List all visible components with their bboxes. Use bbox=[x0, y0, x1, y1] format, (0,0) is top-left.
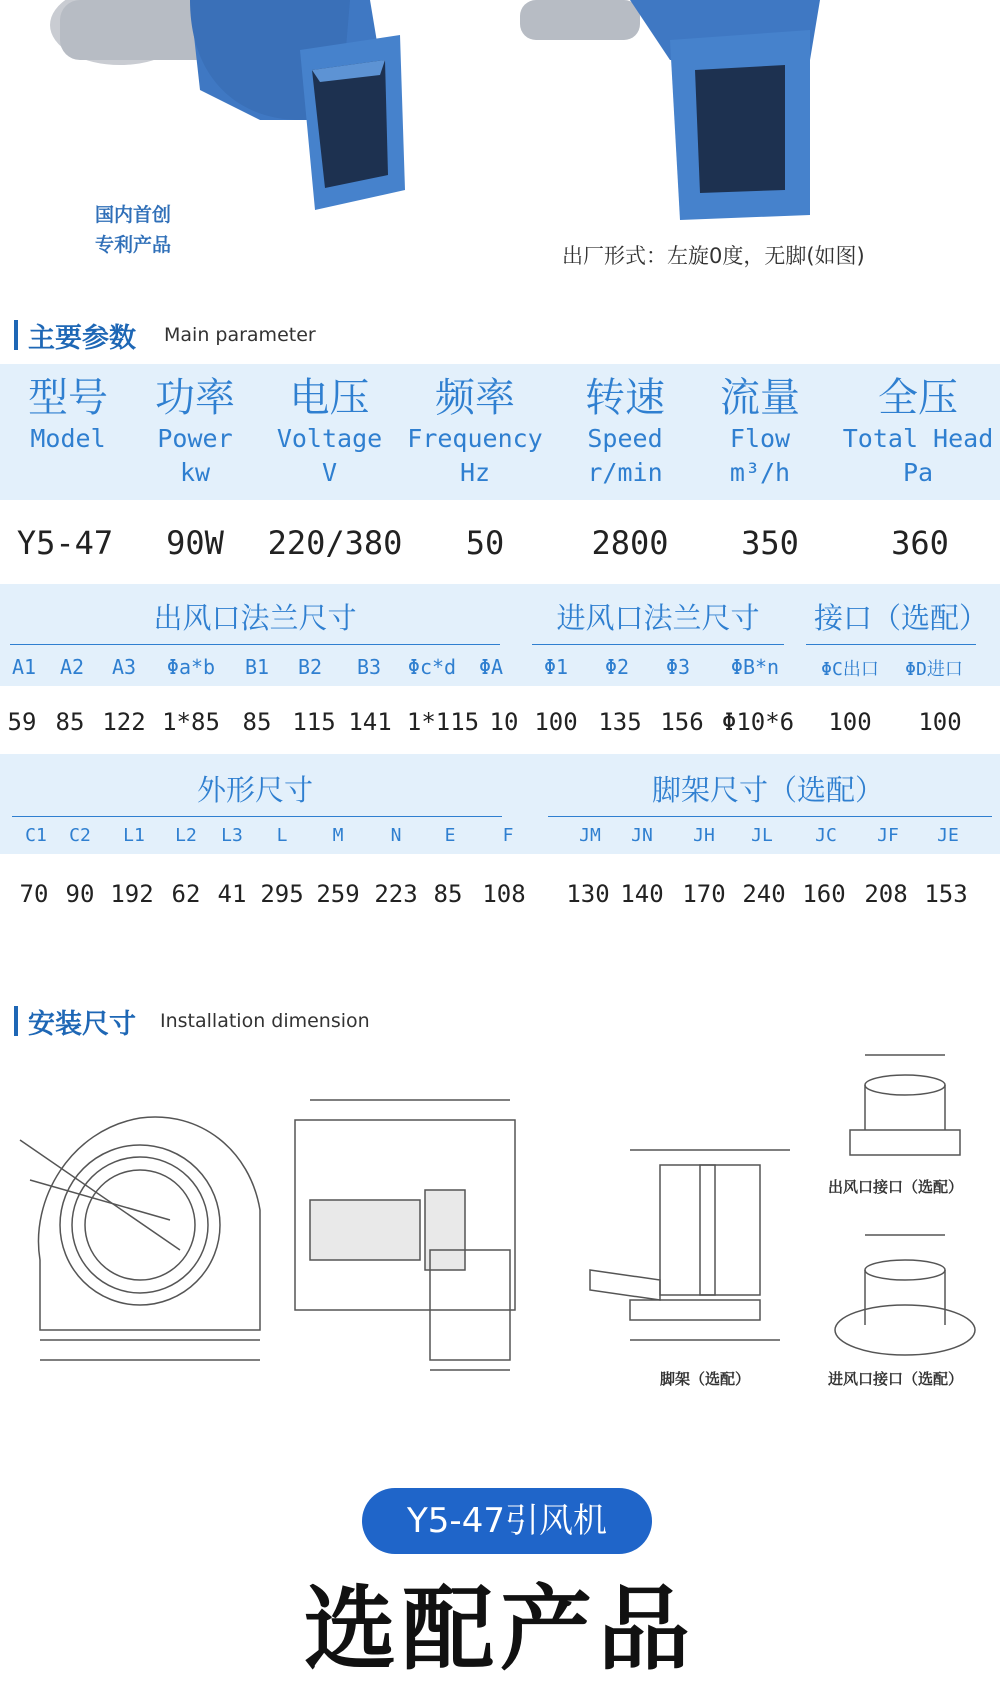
value-l: 295 bbox=[260, 880, 304, 908]
value-model: Y5-47 bbox=[16, 524, 114, 562]
label-jf: JF bbox=[877, 825, 899, 846]
patent-badge bbox=[95, 200, 171, 260]
value-frequency: 50 bbox=[465, 524, 505, 562]
label-b2: B2 bbox=[297, 655, 323, 679]
model-pill: Y5-47引风机 bbox=[362, 1488, 652, 1554]
value-jc: 160 bbox=[802, 880, 846, 908]
outline-size-underline bbox=[12, 816, 502, 817]
value-jf: 208 bbox=[864, 880, 908, 908]
foot-stand-drawing bbox=[580, 1140, 810, 1354]
label-l: L bbox=[276, 825, 288, 846]
label-b1: B1 bbox=[244, 655, 270, 679]
value-l1: 192 bbox=[110, 880, 154, 908]
inlet-interface-caption: 进风口接口（选配） bbox=[828, 1370, 964, 1388]
label-phi-3: Φ3 bbox=[665, 655, 691, 679]
value-b3: 141 bbox=[348, 708, 392, 736]
value-a2: 85 bbox=[55, 708, 85, 736]
label-f: F bbox=[502, 825, 514, 846]
label-c1: C1 bbox=[25, 825, 47, 846]
label-c2: C2 bbox=[69, 825, 91, 846]
inlet-flange-group: 进风口法兰尺寸 bbox=[556, 601, 760, 635]
outlet-flange-underline bbox=[10, 644, 500, 645]
inlet-interface-drawing bbox=[830, 1230, 980, 1364]
install-section-marker bbox=[14, 1006, 18, 1036]
label-jc: JC bbox=[815, 825, 837, 846]
label-a1: A1 bbox=[11, 655, 37, 679]
value-a3: 122 bbox=[102, 708, 146, 736]
header-speed: 转速 Speed r/min bbox=[585, 375, 665, 487]
section-marker bbox=[14, 320, 18, 350]
label-m: M bbox=[332, 825, 344, 846]
label-jh: JH bbox=[693, 825, 715, 846]
main-parameter-subtitle: Main parameter bbox=[164, 324, 316, 346]
install-subtitle: Installation dimension bbox=[160, 1010, 370, 1032]
fan-photo-right bbox=[520, 0, 880, 240]
value-phi-3: 156 bbox=[660, 708, 704, 736]
label-phi-2: Φ2 bbox=[604, 655, 630, 679]
label-phi-cd: Φc*d bbox=[407, 655, 457, 679]
label-l2: L2 bbox=[175, 825, 197, 846]
value-phi-d: 100 bbox=[918, 708, 962, 736]
label-b3: B3 bbox=[356, 655, 382, 679]
outline-size-group: 外形尺寸 bbox=[196, 773, 313, 807]
badge-line-1: 国内首创 bbox=[95, 204, 172, 226]
value-m: 259 bbox=[316, 880, 360, 908]
value-voltage: 220/380 bbox=[267, 524, 403, 562]
interface-underline bbox=[806, 644, 976, 645]
value-jl: 240 bbox=[742, 880, 786, 908]
value-phi-ab: 1*85 bbox=[162, 708, 220, 736]
value-n: 223 bbox=[374, 880, 418, 908]
front-view-drawing bbox=[290, 1090, 550, 1384]
value-speed: 2800 bbox=[591, 524, 669, 562]
main-parameter-title: 主要参数 bbox=[28, 323, 136, 354]
label-phi-d-inlet: ΦD进口 bbox=[905, 659, 963, 680]
value-l2: 62 bbox=[171, 880, 201, 908]
label-l1: L1 bbox=[123, 825, 145, 846]
label-je: JE bbox=[937, 825, 959, 846]
value-phi-1: 100 bbox=[534, 708, 578, 736]
label-e: E bbox=[444, 825, 456, 846]
label-jl: JL bbox=[751, 825, 773, 846]
label-a2: A2 bbox=[59, 655, 85, 679]
value-b2: 115 bbox=[292, 708, 336, 736]
label-phi-bn: ΦB*n bbox=[730, 655, 780, 679]
outlet-interface-caption: 出风口接口（选配） bbox=[828, 1178, 964, 1196]
value-phi-cd: 1*115 bbox=[406, 708, 480, 736]
header-voltage: 电压 Voltage V bbox=[276, 375, 383, 487]
label-n: N bbox=[390, 825, 402, 846]
label-phi-1: Φ1 bbox=[543, 655, 569, 679]
label-phi-a: ΦA bbox=[478, 655, 504, 679]
outlet-flange-group: 出风口法兰尺寸 bbox=[153, 601, 357, 635]
value-power: 90W bbox=[166, 524, 224, 562]
value-e: 85 bbox=[433, 880, 463, 908]
outlet-form-caption: 出厂形式：左旋0度，无脚(如图) bbox=[562, 244, 865, 268]
label-jm: JM bbox=[579, 825, 601, 846]
badge-line-2: 专利产品 bbox=[95, 234, 172, 256]
value-c2: 90 bbox=[65, 880, 95, 908]
value-jn: 140 bbox=[620, 880, 664, 908]
value-total-head: 360 bbox=[891, 524, 949, 562]
value-phi-c: 100 bbox=[828, 708, 872, 736]
foot-size-underline bbox=[548, 816, 992, 817]
header-power: 功率 Power kw bbox=[155, 375, 235, 487]
header-frequency: 频率 Frequency Hz bbox=[407, 375, 543, 487]
value-f: 108 bbox=[482, 880, 526, 908]
label-l3: L3 bbox=[221, 825, 243, 846]
value-b1: 85 bbox=[242, 708, 272, 736]
label-a3: A3 bbox=[111, 655, 137, 679]
header-flow: 流量 Flow m³/h bbox=[720, 375, 800, 487]
outlet-interface-drawing bbox=[840, 1050, 970, 1164]
value-phi-bn: Φ10*6 bbox=[721, 708, 795, 736]
side-view-drawing bbox=[10, 1090, 270, 1374]
install-title: 安装尺寸 bbox=[28, 1009, 136, 1040]
header-model: 型号 Model bbox=[28, 375, 108, 453]
label-phi-c-outlet: ΦC出口 bbox=[821, 659, 879, 680]
header-total-head: 全压 Total Head Pa bbox=[842, 375, 994, 487]
foot-stand-caption: 脚架（选配） bbox=[660, 1370, 751, 1388]
value-c1: 70 bbox=[19, 880, 49, 908]
foot-size-group: 脚架尺寸（选配） bbox=[651, 773, 884, 807]
inlet-flange-underline bbox=[532, 644, 784, 645]
optional-products-title: 选配产品 bbox=[303, 1576, 696, 1683]
value-l3: 41 bbox=[217, 880, 247, 908]
value-a1: 59 bbox=[7, 708, 37, 736]
label-jn: JN bbox=[631, 825, 653, 846]
value-jh: 170 bbox=[682, 880, 726, 908]
value-phi-a: 10 bbox=[489, 708, 519, 736]
interface-group: 接口（选配） bbox=[813, 601, 988, 635]
label-phi-ab: Φa*b bbox=[166, 655, 216, 679]
value-je: 153 bbox=[924, 880, 968, 908]
value-flow: 350 bbox=[741, 524, 799, 562]
value-jm: 130 bbox=[566, 880, 610, 908]
value-phi-2: 135 bbox=[598, 708, 642, 736]
